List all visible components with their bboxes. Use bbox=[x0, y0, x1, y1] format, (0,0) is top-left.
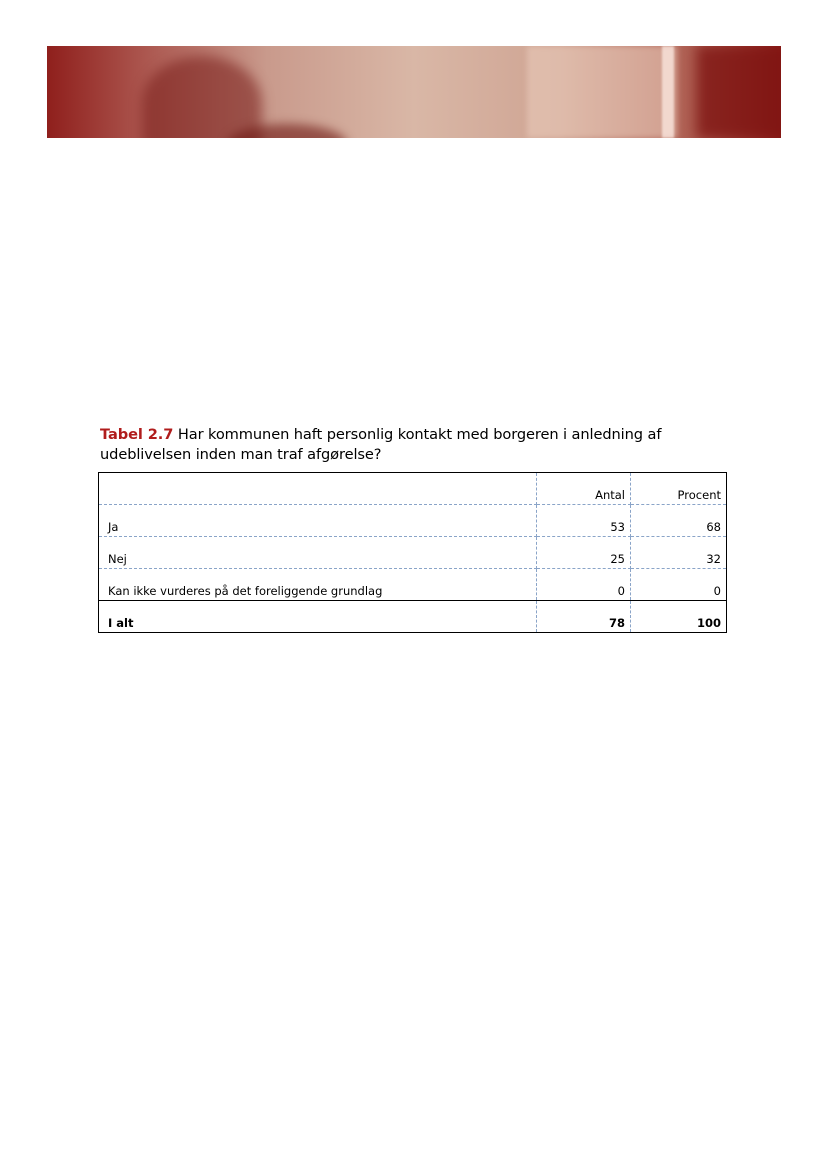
table-row bbox=[99, 569, 727, 601]
total-antal: 78 bbox=[537, 601, 631, 633]
row-antal: 0 bbox=[537, 569, 631, 601]
row-label: Ja bbox=[99, 505, 537, 537]
total-procent: 100 bbox=[631, 601, 727, 633]
table-label: Tabel 2.7 bbox=[100, 426, 174, 443]
header-cell-label bbox=[99, 473, 537, 505]
row-label: Nej bbox=[99, 537, 537, 569]
table-title: Har kommunen haft personlig kontakt med borgeren i anledning af udeblivelsen inden man traf afgørelse? bbox=[100, 426, 662, 463]
table-caption bbox=[100, 425, 730, 465]
row-label: Kan ikke vurderes på det foreliggende grundlag bbox=[99, 569, 537, 601]
row-procent: 32 bbox=[631, 537, 727, 569]
table-header-row bbox=[99, 473, 727, 505]
data-table bbox=[98, 472, 727, 633]
row-procent: 0 bbox=[631, 569, 727, 601]
row-antal: 25 bbox=[537, 537, 631, 569]
header-banner-image bbox=[47, 46, 781, 138]
table-row bbox=[99, 537, 727, 569]
table-total-row bbox=[99, 601, 727, 633]
row-antal: 53 bbox=[537, 505, 631, 537]
table-row bbox=[99, 505, 727, 537]
total-label: I alt bbox=[99, 601, 537, 633]
row-procent: 68 bbox=[631, 505, 727, 537]
header-cell-antal: Antal bbox=[537, 473, 631, 505]
header-cell-procent: Procent bbox=[631, 473, 727, 505]
